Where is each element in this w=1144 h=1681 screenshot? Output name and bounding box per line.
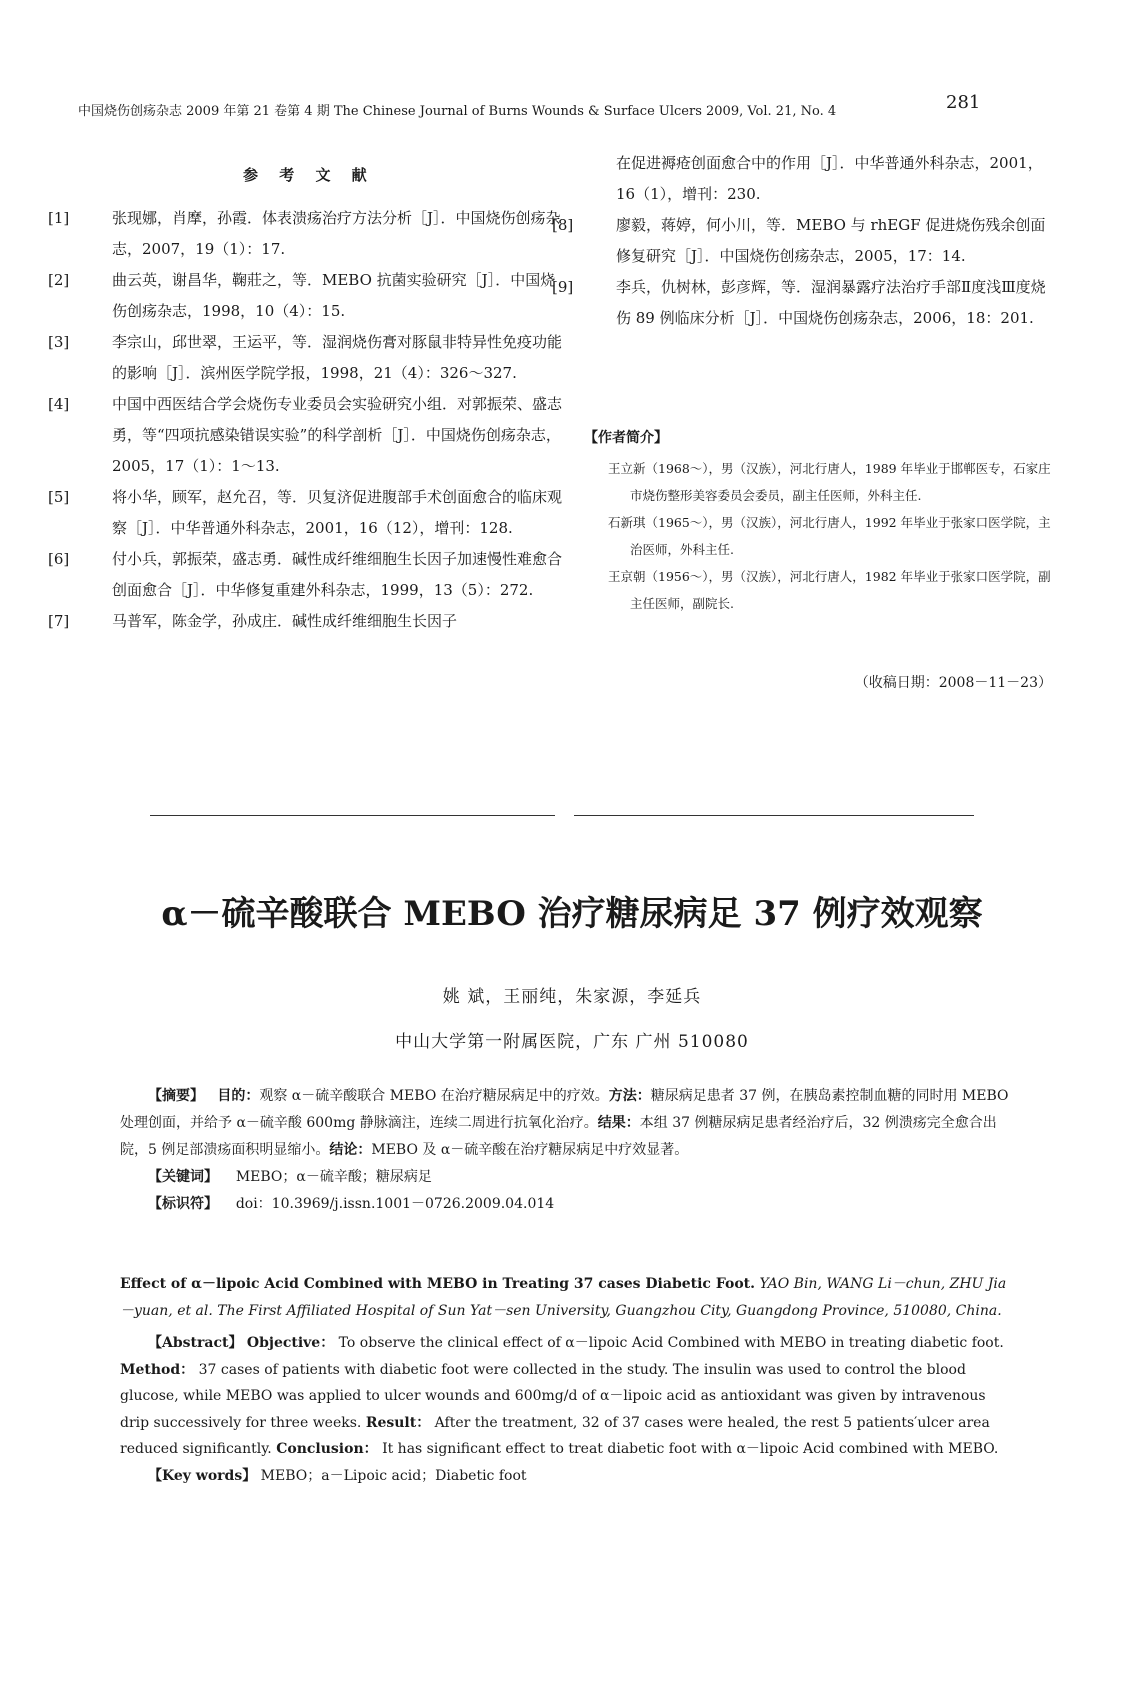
divider-right <box>574 815 974 816</box>
reference-item: [8] 廖毅，蒋婷，何小川，等．MEBO 与 rhEGF 促进烧伤残余创面修复研究［J］．中国烧伤创疡杂志，2005，17：14. <box>552 216 1046 265</box>
article-affiliation: 中山大学第一附属医院，广东 广州 510080 <box>395 1032 749 1052</box>
chinese-abstract <box>120 1083 1018 1218</box>
reference-item: [6] 付小兵，郭振荣，盛志勇．碱性成纤维细胞生长因子加速慢性难愈合创面愈合［J］．中华修复重建外科杂志，1999，13（5）：272. <box>48 550 563 599</box>
author-bio: 石新琪（1965～），男（汉族），河北行唐人，1992 年毕业于张家口医学院，主治医师，外科主任. <box>608 515 1051 557</box>
reference-item: [3] 李宗山，邱世翠，王运平，等．湿润烧伤膏对豚鼠非特异性免疫功能的影响［J］．滨州医学院学报，1998，21（4）：326～327. <box>48 333 563 382</box>
reference-continuation: 在促进褥疮创面愈合中的作用［J］．中华普通外科杂志，2001，16（1），增刊：230. <box>616 154 1043 203</box>
references-left-column <box>48 203 565 637</box>
doi-line: 【标识符】 doi：10.3969/j.issn.1001－0726.2009.04.014 <box>148 1196 555 1212</box>
reference-item: [1] 张现娜，肖摩，孙霞．体表溃疡治疗方法分析［J］．中国烧伤创疡杂志，2007，19（1）：17. <box>48 209 561 258</box>
english-abstract-paragraph: 【Abstract】 Objective： To observe the clinical effect of α－lipoic Acid Combined with MEBO in treating diabetic foot. Method： 37 cases of patients with diabetic foot were collected in the study. The insulin was used to control the blood glucose, while MEBO was applied to ulcer wounds and 600mg/d of α－lipoic acid as antioxidant was given by intravenous drip successively for three weeks. Result： After the treatment, 32 of 37 cases were healed, the rest 5 patients′ulcer area reduced significantly. Conclusion： It has significant effect to treat diabetic foot with α－lipoic Acid combined with MEBO. <box>120 1335 1004 1457</box>
author-bio-list <box>584 455 1052 617</box>
author-bio: 王京朝（1956～），男（汉族），河北行唐人，1982 年毕业于张家口医学院，副主任医师，副院长. <box>608 569 1051 611</box>
reference-item: [9] 李兵，仇树林，彭彦辉，等．湿润暴露疗法治疗手部Ⅱ度浅Ⅲ度烧伤 89 例临床分析［J］．中国烧伤创疡杂志，2006，18：201. <box>552 278 1046 327</box>
divider-left <box>150 815 555 816</box>
received-date: （收稿日期：2008－11－23） <box>854 675 1052 691</box>
running-header: 中国烧伤创疡杂志 2009 年第 21 卷第 4 期 The Chinese Journal of Burns Wounds & Surface Ulcers 2009, Vol. 21, No. 4 <box>78 104 837 119</box>
page-number: 281 <box>946 92 981 113</box>
references-title: 参 考 文 献 <box>243 166 375 184</box>
references-right-column <box>552 148 1052 334</box>
abstract-paragraph: 【摘要】 目的：观察 α－硫辛酸联合 MEBO 在治疗糖尿病足中的疗效。方法：糖尿病足患者 37 例，在胰岛素控制血糖的同时用 MEBO 处理创面，并给予 α－硫辛酸 600mg 静脉滴注，连续二周进行抗氧化治疗。结果：本组 37 例糖尿病足患者经治疗后，32 例溃疡完全愈合出院，5 例足部溃疡面积明显缩小。结论：MEBO 及 α－硫辛酸在治疗糖尿病足中疗效显著。 <box>120 1088 1009 1158</box>
author-bio-title: 【作者简介】 <box>584 430 668 446</box>
english-keywords: 【Key words】 MEBO；a－Lipoic acid；Diabetic foot <box>148 1467 527 1484</box>
article-authors: 姚 斌，王丽纯，朱家源，李延兵 <box>442 987 702 1007</box>
author-bio: 王立新（1968～），男（汉族），河北行唐人，1989 年毕业于邯郸医专，石家庄市烧伤整形美容委员会委员，副主任医师，外科主任. <box>608 461 1051 503</box>
reference-item: [2] 曲云英，谢昌华，鞠莊之，等．MEBO 抗菌实验研究［J］．中国烧伤创疡杂志，1998，10（4）：15. <box>48 271 556 320</box>
english-title: Effect of α－lipoic Acid Combined with MEBO in Treating 37 cases Diabetic Foot. <box>120 1276 756 1292</box>
reference-item: [4] 中国中西医结合学会烧伤专业委员会实验研究小组．对郭振荣、盛志勇，等“四项抗感染错误实验”的科学剖析［J］．中国烧伤创疡杂志，2005，17（1）：1～13. <box>48 395 563 475</box>
english-title-line <box>120 1271 1018 1324</box>
reference-item: [5] 将小华，顾军，赵允召，等．贝复济促进腹部手术创面愈合的临床观察［J］．中华普通外科杂志，2001，16（12），增刊：128. <box>48 488 563 537</box>
keywords-line: 【关键词】 MEBO；α－硫辛酸；糖尿病足 <box>148 1169 432 1185</box>
english-abstract <box>120 1271 1018 1489</box>
reference-item: [7] 马普军，陈金学，孙成庄．碱性成纤维细胞生长因子 <box>48 612 458 630</box>
article-title: α－硫辛酸联合 MEBO 治疗糖尿病足 37 例疗效观察 <box>161 894 983 934</box>
english-authors: YAO Bin, WANG Li－chun, ZHU Jia－yuan, et al. The First Affiliated Hospital of Sun Yat－sen University, Guangzhou City, Guangdong Province, 510080, China. <box>120 1276 1007 1319</box>
